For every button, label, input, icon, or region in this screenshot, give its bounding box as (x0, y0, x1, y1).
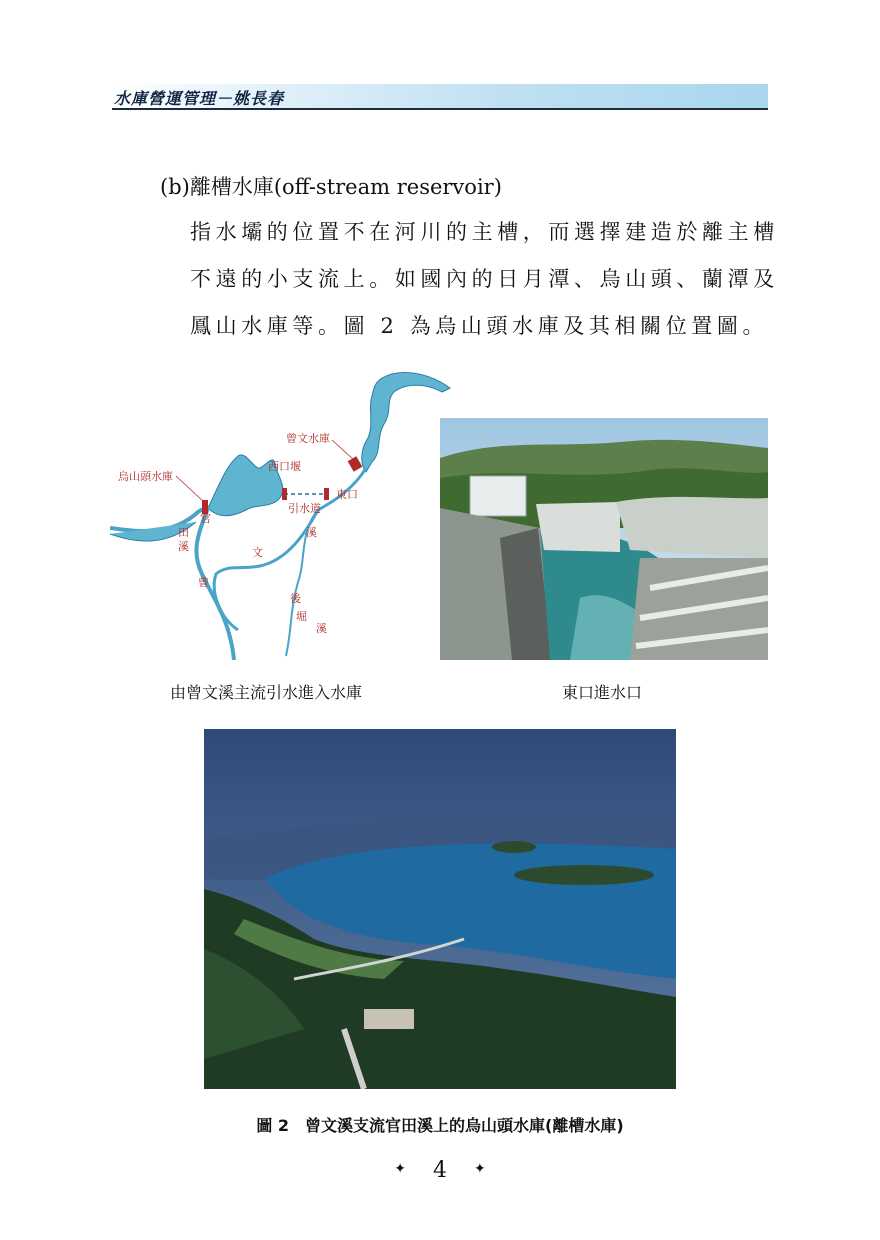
paragraph-line-3: 鳳山水庫等。圖 2 為烏山頭水庫及其相關位置圖。 (190, 314, 769, 338)
paragraph-line-2: 不遠的小支流上。如國內的日月潭、烏山頭、蘭潭及 (190, 267, 779, 291)
label-wushantou-reservoir: 烏山頭水庫 (118, 470, 173, 483)
page-footer (0, 1158, 880, 1183)
label-guantian-3: 溪 (178, 540, 189, 553)
label-houjue-1: 後 (290, 592, 301, 605)
zengwen-dam-marker (348, 456, 363, 471)
label-zengwen-creek-3: 溪 (306, 526, 317, 539)
label-west-weir: 西口堰 (268, 460, 301, 473)
running-header-title: 水庫營運管理－姚長春 (114, 89, 285, 108)
footer-star-right-icon: ✦ (474, 1161, 486, 1177)
label-guantian-1: 官 (200, 512, 211, 525)
intake-photo (440, 418, 768, 660)
label-guantian-2: 田 (178, 526, 189, 539)
footer-star-left-icon: ✦ (394, 1161, 406, 1177)
zengwen-reservoir-shape (362, 373, 450, 472)
section-heading: (b)離槽水庫(off-stream reservoir) (160, 175, 502, 199)
page-number: 4 (433, 1158, 447, 1183)
label-zengwen-creek-1: 曾 (198, 576, 209, 589)
label-zengwen-creek-2: 文 (252, 546, 263, 559)
label-houjue-3: 溪 (316, 622, 327, 635)
label-zengwen-reservoir: 曾文水庫 (286, 432, 330, 445)
intake-caption: 東口進水口 (562, 683, 643, 702)
west-weir-marker (282, 488, 287, 500)
aerial-reservoir-photo (204, 729, 676, 1089)
label-east-outlet: 東口 (336, 488, 358, 501)
paragraph-line-1: 指水壩的位置不在河川的主槽，而選擇建造於離主槽 (190, 220, 779, 244)
east-outlet-marker (324, 488, 329, 500)
label-houjue-2: 堀 (296, 610, 307, 623)
map-caption: 由曾文溪主流引水進入水庫 (170, 683, 363, 702)
location-map (110, 360, 460, 660)
figure-caption: 圖 2 曾文溪支流官田溪上的烏山頭水庫(離槽水庫) (256, 1116, 624, 1135)
label-tunnel: 引水道 (288, 502, 321, 515)
